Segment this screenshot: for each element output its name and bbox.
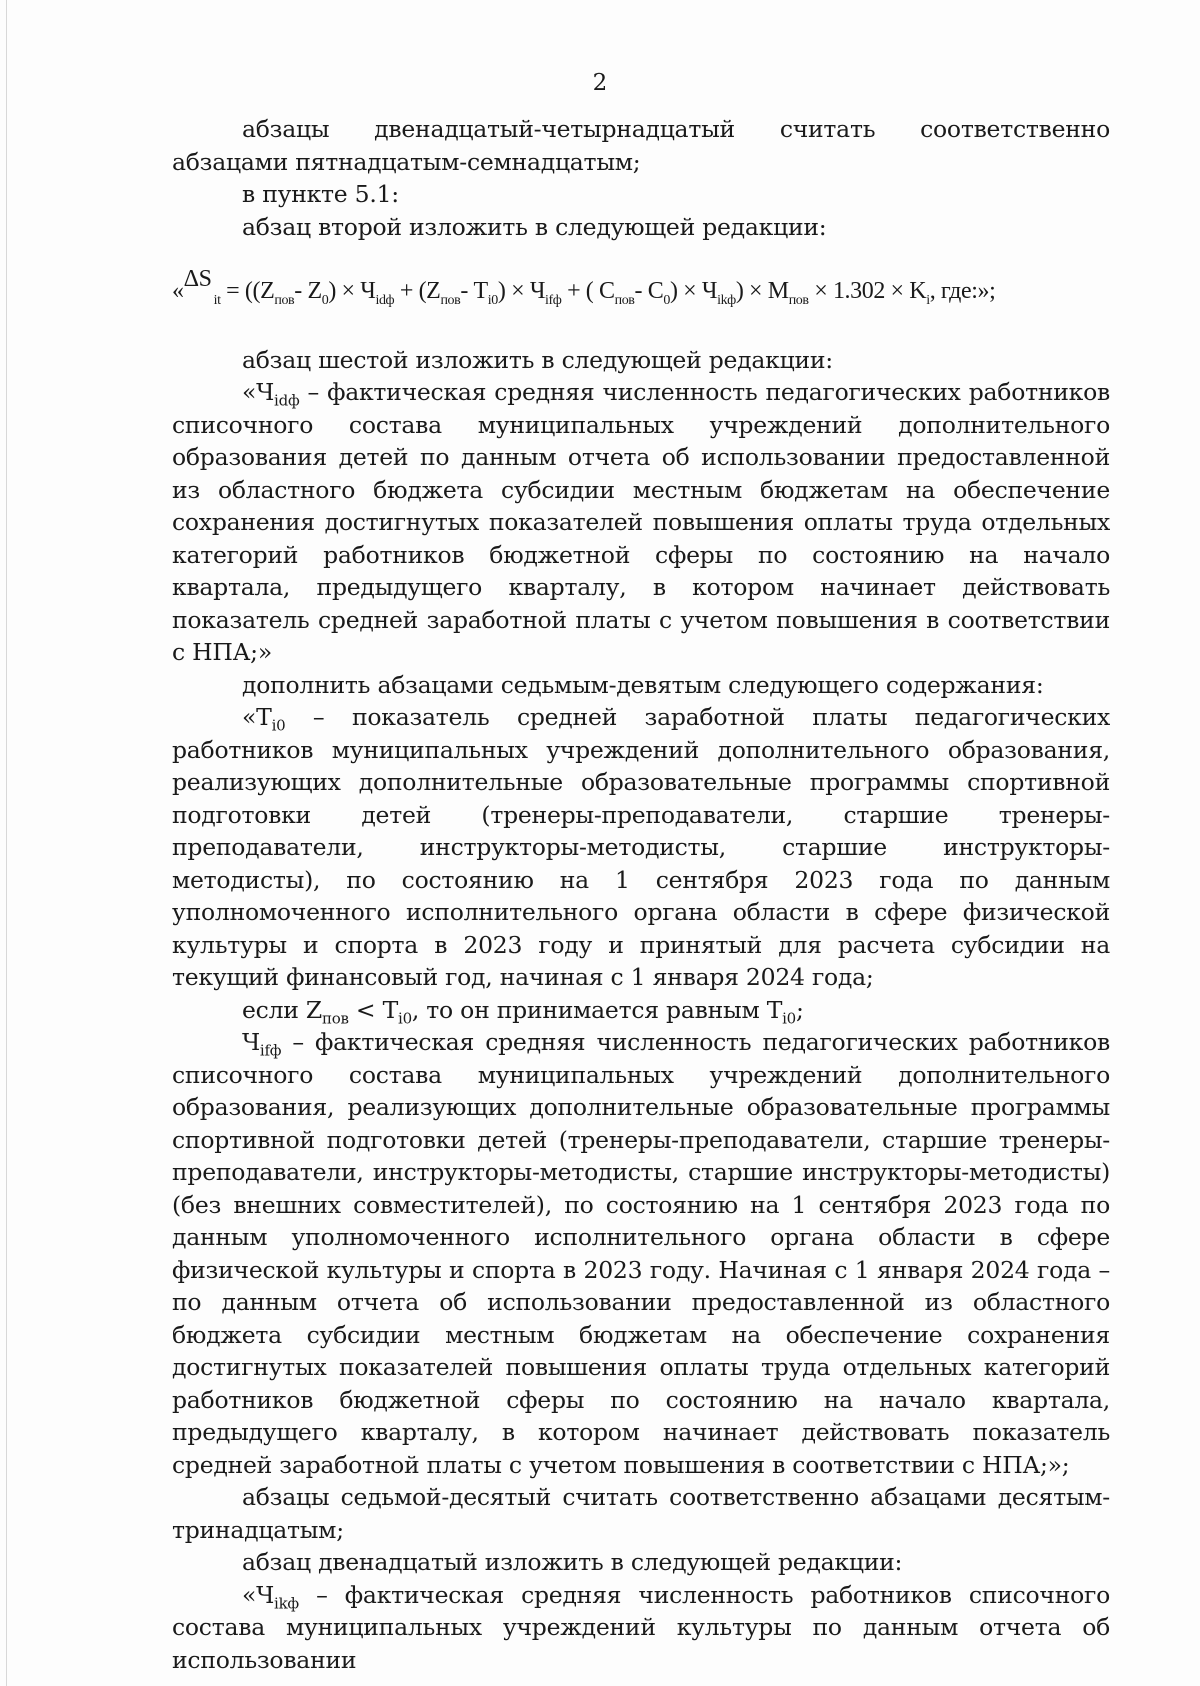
paragraph-9-sub: ifф: [259, 1041, 282, 1060]
formula: [172, 266, 1110, 308]
formula-sub: 0: [663, 292, 670, 308]
formula-text: ) × Ч: [497, 278, 546, 304]
formula-text: = ((Z: [220, 278, 275, 304]
paragraph-7-sub: i0: [271, 716, 286, 735]
paragraph-12-open: «Ч: [242, 1580, 275, 1609]
formula-sub: idф: [375, 292, 395, 308]
paragraph-4: абзац шестой изложить в следующей редакции:: [242, 345, 833, 374]
paragraph-8-sub: i0: [398, 1009, 412, 1028]
formula-sub: 0: [321, 292, 329, 308]
paragraph-1: абзацы двенадцатый-четырнадцатый считать соответственно абзацами пятнадцатым-семнадцатым;: [172, 115, 1110, 176]
formula-sub: пов: [614, 292, 635, 308]
formula-open-quote: «: [172, 278, 184, 304]
formula-text: ) × Ч: [669, 278, 718, 304]
paragraph-9-rest: – фактическая средняя численность педагогических работников списочного состава муниципальных учреждений дополнительного образования, реализующих дополнительные образовательные программы спортивной подготовки детей (тренеры-преподаватели, старшие тренеры-преподаватели, инструкторы-методисты, старшие инструкторы-методисты) (без внешних совместителей), по состоянию на 1 сентября 2023 года по данным уполномоченного исполнительного органа области в сфере физической культуры и спорта в 2023 году. Начиная с 1 января 2024 года – по данным отчета об использовании предоставленной из областного бюджета субсидии местным бюджетам на обеспечение сохранения достигнутых показателей повышения оплаты труда отдельных категорий работников бюджетной сферы по состоянию на начало квартала, предыдущего кварталу, в котором начинает действовать показатель средней заработной платы с учетом повышения в соответствии с НПА;»;: [172, 1028, 1110, 1479]
paragraph-6: дополнить абзацами седьмым-девятым следующего содержания:: [242, 670, 1044, 699]
formula-sub: ikф: [717, 292, 736, 308]
scan-edge-line: [6, 0, 7, 1686]
formula-text: - C: [634, 278, 664, 304]
page-number: 2: [592, 70, 608, 96]
formula-sub: it: [213, 292, 221, 308]
paragraph-8-text: ;: [795, 995, 804, 1024]
formula-text: , где:»;: [929, 278, 996, 304]
paragraph-7-open: «T: [242, 703, 272, 731]
paragraph-10: абзацы седьмой-десятый считать соответственно абзацами десятым-тринадцатым;: [172, 1483, 1110, 1544]
formula-sub: i0: [487, 292, 498, 308]
formula-sub: пов: [440, 292, 461, 308]
paragraph-5-open: «Ч: [242, 378, 275, 406]
formula-text: - Z: [294, 278, 322, 304]
paragraph-8: [172, 994, 1110, 1027]
paragraph-8-text: < T: [348, 995, 399, 1024]
paragraph-3: абзац второй изложить в следующей редакции:: [242, 212, 827, 241]
formula-text: ) × Ч: [328, 278, 376, 304]
formula-sub: пов: [274, 292, 295, 308]
formula-delta-s: ΔS: [183, 266, 212, 292]
formula-sub: ifф: [545, 292, 562, 308]
paragraph-8-text: если Z: [242, 995, 322, 1024]
formula-sub: i: [926, 292, 930, 308]
formula-text: - T: [460, 278, 488, 304]
paragraph-7-rest: – показатель средней заработной платы педагогических работников муниципальных учреждений дополнительного образования, реализующих дополнительные образовательные программы спортивной подготовки детей (тренеры-преподаватели, старшие тренеры-преподаватели, инструкторы-методисты, старшие инструкторы-методисты), по состоянию на 1 сентября 2023 года по данным уполномоченного исполнительного органа области в сфере физической культуры и спорта в 2023 году и принятый для расчета субсидии на текущий финансовый год, начиная с 1 января 2024 года;: [172, 703, 1110, 991]
formula-sub: пов: [788, 292, 809, 308]
paragraph-12: [172, 1579, 1110, 1677]
paragraph-12-sub: ikф: [274, 1594, 299, 1613]
paragraph-8-text: , то он принимается равным T: [411, 995, 783, 1024]
formula-text: + ( C: [561, 278, 615, 304]
paragraph-9: [172, 1026, 1110, 1481]
paragraph-9-open: Ч: [242, 1028, 260, 1056]
formula-text: + (Z: [394, 278, 441, 304]
formula-text: ) × M: [735, 278, 789, 304]
paragraph-8-sub: пов: [321, 1009, 349, 1028]
paragraph-12-rest: – фактическая средняя численность работников списочного состава муниципальных учреждений культуры по данным отчета об использовании: [172, 1580, 1110, 1674]
paragraph-2: в пункте 5.1:: [242, 180, 399, 208]
paragraph-5-sub: idф: [274, 391, 300, 410]
formula-text: × 1.302 × K: [808, 278, 927, 304]
paragraph-8-sub: i0: [782, 1009, 796, 1028]
paragraph-7: [172, 701, 1110, 994]
document-body: [172, 113, 1110, 1676]
paragraph-5-rest: – фактическая средняя численность педагогических работников списочного состава муниципальных учреждений дополнительного образования детей по данным отчета об использовании предоставленной из областного бюджета субсидии местным бюджетам на обеспечение сохранения достигнутых показателей повышения оплаты труда отдельных категорий работников бюджетной сферы по состоянию на начало квартала, предыдущего кварталу, в котором начинает действовать показатель средней заработной платы с учетом повышения в соответствии с НПА;»: [172, 378, 1110, 666]
paragraph-11: абзац двенадцатый изложить в следующей редакции:: [242, 1548, 903, 1576]
paragraph-5: [172, 376, 1110, 669]
